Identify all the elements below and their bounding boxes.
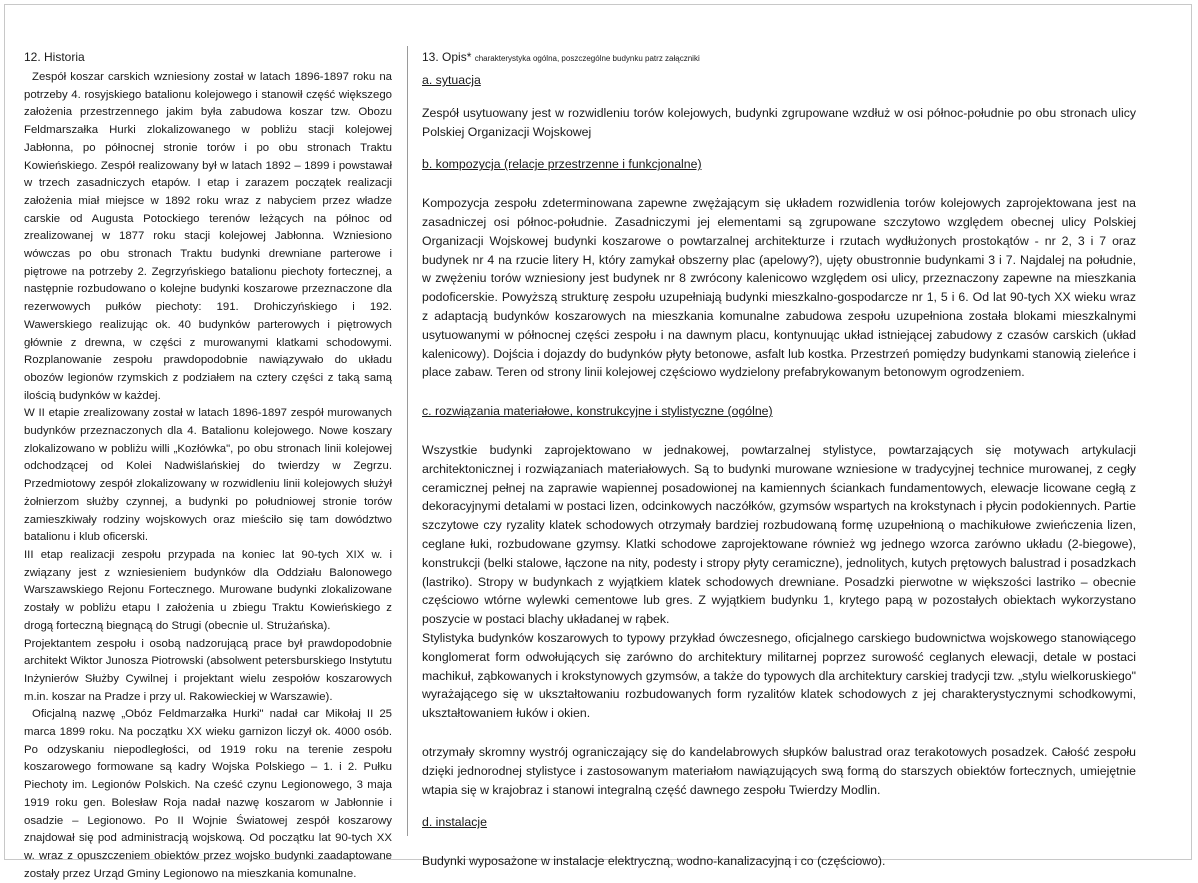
section-text-materials: Stylistyka budynków koszarowych to typowy przykład ówczesnego, oficjalnego carskiego budownictwa wojskowego stanowiącego konglomerat form odwołujących się zarówno do architektury militarnej poprzez surowość ceglanych elewacji, detale w postaci machikuł, ząbkowanych i krokstynowych gzymsów, a także do typowych dla architektury carskiej tradycji tzw. „stylu wielkoruskiego" wyrażającego się w ukształtowaniu rozbudowanych form ryzalitów klatek schodowych z jej charakterystycznymi schodkowymi, ukształtowaniem łuków i okien. bbox=[422, 630, 1136, 721]
description-column bbox=[422, 49, 1136, 871]
history-paragraph: Oficjalną nazwę „Obóz Feldmarzałka Hurki" nadał car Mikołaj II 25 marca 1899 roku. Na początku XX wieku garnizon liczył ok. 4000 osób. Po odzyskaniu niepodległości, od 1919 roku na terenie zespołu koszarowego formowane są kadry Wojska Polskiego – 1. i 2. Pułku Piechoty im. Legionów Polskich. Na cześć czynu Legionowego, 3 maja 1919 roku gen. Bolesław Roja nadał nazwę koszarom w Jabłonnie i osadzie – Legionowo. Po II Wojnie Światowej zespół koszarowy znajdował się pod administracją wojskową. Od początku lat 90-tych XX w. wraz z opuszczeniem obiektów przez wojsko budynki zaadaptowane zostały przez Urząd Gminy Legionowo na mieszkania komunalne. bbox=[24, 708, 392, 880]
section-text-materials: otrzymały skromny wystrój ograniczający się do kandelabrowych słupków balustrad oraz terakotowych posadzek. Całość zespołu dzięki jednorodnej stylistyce i zastosowanym materiałom nawiązujących swą formą do starszych obiektów fortecznych, umiejętnie wtapia się w krajobraz i stanowi integralną część dawnego zespołu Twierdzy Modlin. bbox=[422, 744, 1136, 797]
history-paragraph: III etap realizacji zespołu przypada na koniec lat 90-tych XIX w. i związany jest z wzniesieniem budynków dla Oddziału Balonowego Warszawskiego Rejonu Fortecznego. Murowane budynki zlokalizowane zostały w pobliżu etapu I założenia u zbiegu Traktu Kowieńskiego z drogą forteczną biegnącą do Strugi (obecnie ul. Strużańska). bbox=[24, 548, 392, 632]
section-title-situation: a. sytuacja bbox=[422, 73, 481, 87]
history-paragraph: Projektantem zespołu i osobą nadzorującą prace był prawdopodobnie architekt Wiktor Junosza Piotrowski (absolwent petersburskiego Instytutu Inżynierów Służby Cywilnej i projektant wielu zespołów koszarowych m.in. koszar na Pradze i przy ul. Rakowieckiej w Warszawie). bbox=[24, 637, 392, 703]
history-column bbox=[24, 49, 392, 883]
history-heading: 12. Historia bbox=[24, 50, 85, 64]
section-text-installations: Budynki wyposażone w instalacje elektryczną, wodno-kanalizacyjną i co (częściowo). bbox=[422, 854, 886, 869]
section-text-situation: Zespół usytuowany jest w rozwidleniu torów kolejowych, budynki zgrupowane wzdłuż w osi północ-południe po obu stronach ulicy Polskiej Organizacji Wojskowej bbox=[422, 105, 1136, 139]
section-title-composition: b. kompozycja (relacje przestrzenne i funkcjonalne) bbox=[422, 157, 702, 172]
section-title-installations: d. instalacje bbox=[422, 815, 487, 830]
column-divider bbox=[407, 46, 408, 836]
history-paragraph: Zespół koszar carskich wzniesiony został w latach 1896-1897 roku na potrzeby 4. rosyjskiego batalionu kolejowego i stanowił część większego założenia przestrzennego jakim była zabudowa koszar tzw. Obozu Feldmarszałka Hurki zlokalizowanego w pobliżu stacji kolejowej Jabłonna, po północnej stronie torów i po obu stronach Traktu Kowieńskiego. Zespół realizowany był w latach 1892 – 1899 i powstawał w trzech zasadniczych etapów. I etap i zarazem początek realizacji założenia miał miejsce w 1892 roku wraz z nabyciem przez władze carskie od Augusta Potockiego terenów leżących na północ od zrealizowanej w 1877 roku stacji kolejowej Jabłonna. Wzniesiono wówczas po obu stronach Traktu budynki drewniane parterowe i piętrowe na potrzeby 2. Zegrzyńskiego batalionu piechoty fortecznej, a następnie rozbudowano o kolejne budynki koszarowe przeznaczone dla rezerwowych pułków piechoty: 191. Drohiczyńskiego i 192. Wawerskiego realizując ok. 40 budynków parterowych i piętrowych głównie z drewna, w części z murowanymi klatkami schodowymi. Rozplanowanie zespołu prawdopodobnie nawiązywało do układu obozów legionów rzymskich z podziałem na cztery części z taką samą ilością budynków w każdej. bbox=[24, 71, 392, 402]
description-heading bbox=[422, 49, 1136, 67]
description-heading-note: charakterystyka ogólna, poszczególne budynku patrz załączniki bbox=[474, 54, 700, 63]
description-heading-title: 13. Opis* bbox=[422, 50, 472, 64]
section-text-materials: Wszystkie budynki zaprojektowano w jednakowej, powtarzalnej stylistyce, powtarzających się motywach artykulacji architektonicznej i rozwiązaniach materiałowych. Są to budynki murowane wzniesione w tradycyjnej technice murowanej, z cegły ceramicznej pełnej na zaprawie wapiennej posadowionej na kamiennych ściankach fundamentowych, elewacje licowane cegłą z dekoracyjnymi detalami w postaci lizen, odcinkowych naczółków, gzymsów wspartych na krokstynach i płycin podokiennych. Partie szczytowe czy ryzality klatek schodowych otrzymały bardziej rozbudowaną formę uzupełnioną o machikułowe zwieńczenia lizen, ceglane łuki, rozbudowane gzymsy. Klatki schodowe zaprojektowane również wg jednego wzorca zarówno układu (2-biegowe), konstrukcji (belki stalowe, łączone na nity, podesty i stropy płyty ceramiczne), jednolitych, kutych prętowych balustrad i posadzkach (lastriko). Stropy w budynkach z wyjątkiem klatek schodowych drewniane. Posadzki pierwotne w większości lastriko – obecnie częściowo wtórne wylewki cementowe lub gres. Z wyjątkiem budynku 1, krytego papą w pozostałych obiektach wykorzystano poszycie w postaci blachy układanej w rąbek. bbox=[422, 442, 1136, 627]
section-text-composition: Kompozycja zespołu zdeterminowana zapewne zwężającym się układem rozwidlenia torów kolejowych zaprojektowana jest na zasadniczej osi północ-południe. Zasadniczymi jej elementami są zgrupowane szczytowo względem obecnej ulicy Polskiej Organizacji Wojskowej budynki koszarowe o powtarzalnej architekturze i rzutach wydłużonych prostokątów - nr 2, 3 i 7 oraz budynek nr 4 na rzucie litery H, który zamykał obszerny plac (apelowy?), ujęty obustronnie budynkami 3 i 7. Najdalej na południe, w zwężeniu torów wzniesiony jest budynek nr 8 zwrócony kalenicowo względem osi ulicy, przeznaczony zapewne na mieszkania podoficerskie. Powyższą strukturę zespołu uzupełniają budynki mieszkalno-gospodarcze nr 1, 5 i 6. Od lat 90-tych XX wieku wraz z adaptacją budynków koszarowych na mieszkania komunalne zabudowa zespołu uzupełniona została blokami mieszkalnymi usytuowanymi w północnej części zespołu i na dawnym placu, kontynuując układ istniejącej zabudowy z czasów carskich (układ kalenicowy). Dojścia i dojazdy do budynków płyty betonowe, asfalt lub kostka. Przestrzeń pomiędzy budynkami stanowią zieleńce i place zabaw. Teren od strony linii kolejowej częściowo wydzielony prefabrykowanym betonowym ogrodzeniem. bbox=[422, 196, 1136, 380]
history-paragraph: W II etapie zrealizowany został w latach 1896-1897 zespół murowanych budynków przeznaczonych dla 4. Batalionu kolejowego. Nowe koszary zlokalizowano w pobliżu willi „Kozłówka", po obu stronach linii kolejowej odchodzącej od Kolei Nadwiślańskiej do twierdzy w Zegrzu. Przedmiotowy zespół zlokalizowany w rozwidleniu linii kolejowych służył żołnierzom służby czynnej, a budynki po południowej stronie torów zamieszkiwały rodziny wojskowych oraz mieściło się tam dowództwo batalionu i klub oficerski. bbox=[24, 407, 392, 544]
section-title-materials: c. rozwiązania materiałowe, konstrukcyjne i stylistyczne (ogólne) bbox=[422, 404, 773, 419]
